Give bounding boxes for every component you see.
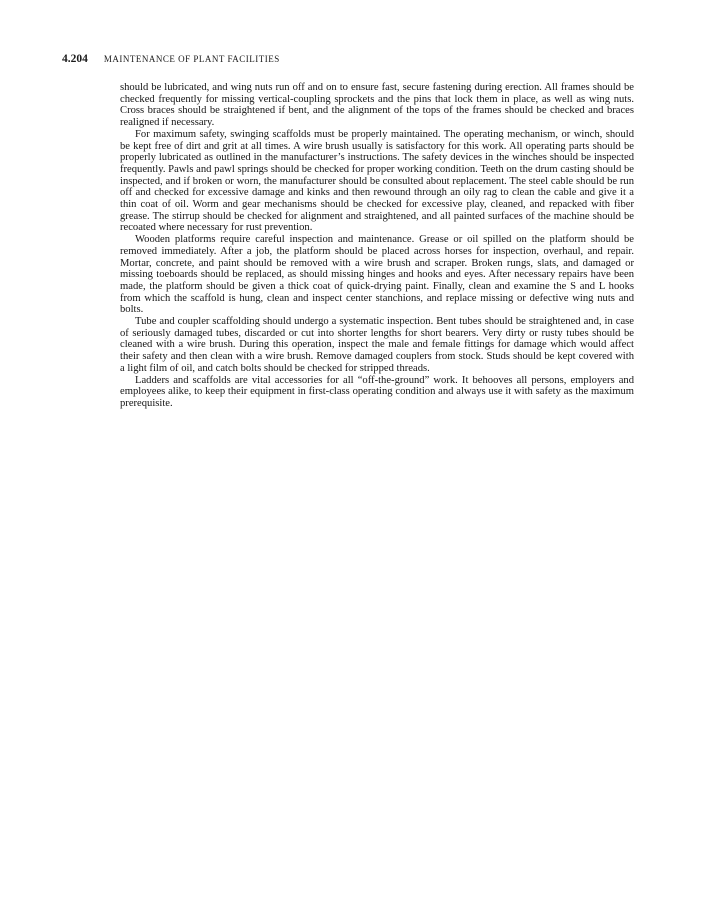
paragraph: Tube and coupler scaffolding should undergo a systematic inspection. Bent tubes should be straightened and, in case of seriously damaged tubes, discarded or cut into shorter lengths for short bearers. Very dirty or rusty tubes should be cleaned with a wire brush. During this operation, inspect the male and female fittings for damage which would affect their safety and then clean with a wire brush. Remove damaged couplers from stock. Studs should be kept covered with a light film of oil, and catch bolts should be checked for stripped threads. xyxy=(120,316,634,374)
body-text xyxy=(120,82,634,410)
page-number: 4.204 xyxy=(62,53,88,65)
running-head-title: MAINTENANCE OF PLANT FACILITIES xyxy=(103,54,280,64)
paragraph: Ladders and scaffolds are vital accessories for all “off-the-ground” work. It behooves all persons, employers and employees alike, to keep their equipment in first-class operating condition and always use it with safety as the maximum prerequisite. xyxy=(120,374,634,409)
page-header xyxy=(62,53,280,65)
paragraph: Wooden platforms require careful inspection and maintenance. Grease or oil spilled on the platform should be removed immediately. After a job, the platform should be placed across horses for inspection, overhaul, and repair. Mortar, concrete, and paint should be removed with a wire brush and scraper. Broken rungs, slats, and damaged or missing toeboards should be replaced, as should missing hinges and hooks and eyes. After necessary repairs have been made, the platform should be given a thick coat of quick-drying paint. Finally, clean and examine the S and L hooks from which the scaffold is hung, clean and inspect center stanchions, and replace missing or defective wing nuts and bolts. xyxy=(120,234,634,316)
paragraph: should be lubricated, and wing nuts run off and on to ensure fast, secure fastening during erection. All frames should be checked frequently for missing vertical-coupling sprockets and the pins that lock them in place, as well as wing nuts. Cross braces should be straightened if bent, and the alignment of the tops of the frames should be checked and braces realigned if necessary. xyxy=(120,82,634,129)
paragraph: For maximum safety, swinging scaffolds must be properly maintained. The operating mechanism, or winch, should be kept free of dirt and grit at all times. A wire brush usually is satisfactory for this work. All operating parts should be properly lubricated as outlined in the manufacturer’s instructions. The safety devices in the winches should be inspected frequently. Pawls and pawl springs should be checked for proper working condition. Teeth on the drum casting should be inspected, and if broken or worn, the manufacturer should be consulted about replacement. The steel cable should be run off and checked for excessive damage and kinks and then rewound through an oily rag to clean the cable and give it a thin coat of oil. Worm and gear mechanisms should be checked for excessive play, cleaned, and repacked with fiber grease. The stirrup should be checked for alignment and straightened, and all painted surfaces of the machine should be recoated where necessary for rust prevention. xyxy=(120,128,634,234)
